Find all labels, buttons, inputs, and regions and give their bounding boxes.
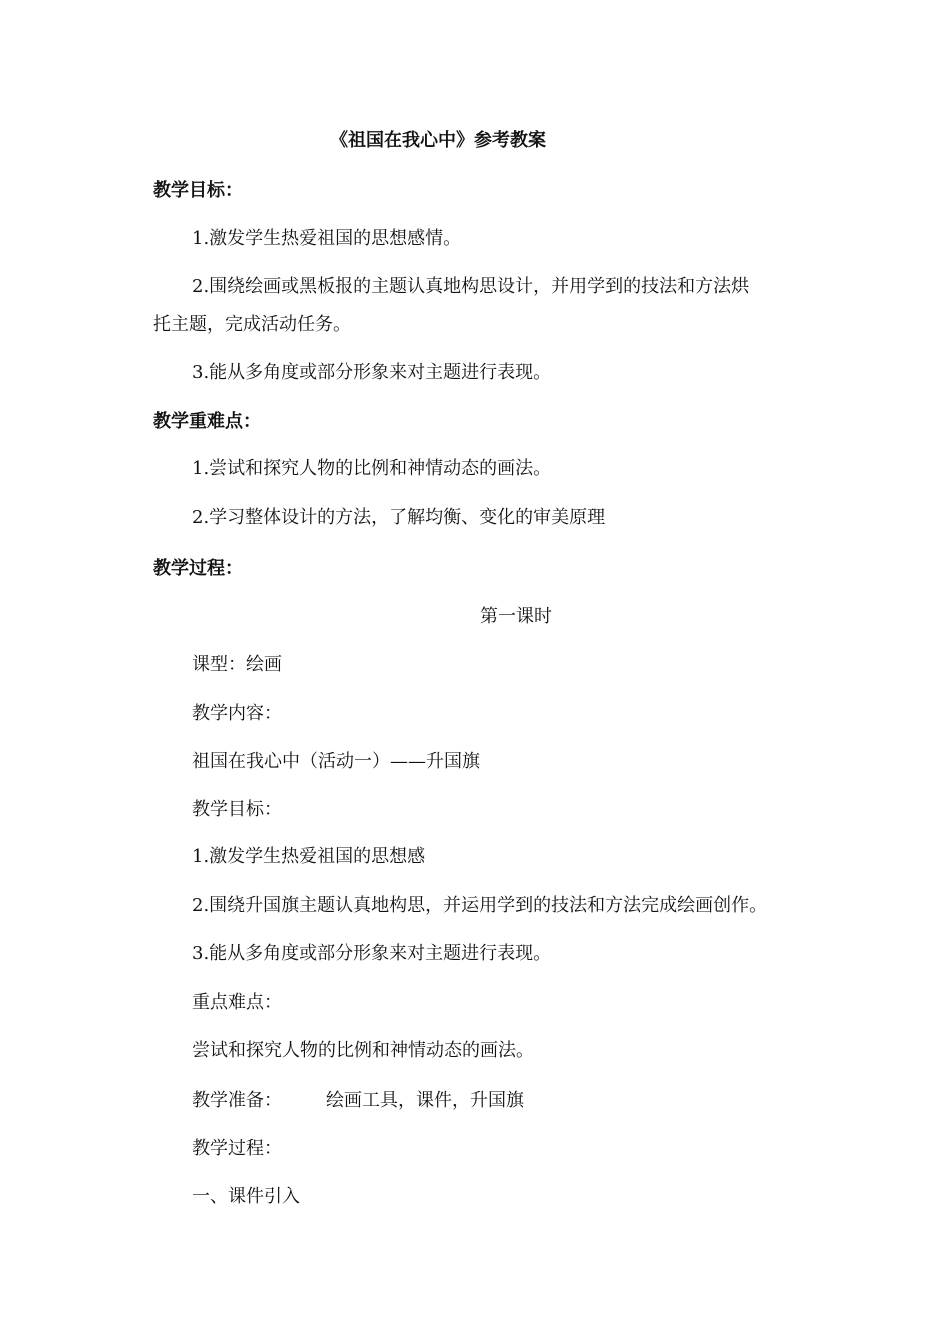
lesson-objectives-label: 教学目标： — [192, 799, 282, 820]
lesson-prep-value: 绘画工具，课件，升国旗 — [326, 1090, 524, 1111]
lesson-objective-item: 1.激发学生热爱祖国的思想感 — [192, 846, 426, 867]
keypoint-item: 1.尝试和探究人物的比例和神情动态的画法。 — [192, 458, 552, 479]
lesson-step: 一、课件引入 — [192, 1186, 300, 1207]
lesson-content-label: 教学内容： — [192, 703, 282, 724]
keypoint-item: 2.学习整体设计的方法，了解均衡、变化的审美原理 — [192, 507, 606, 528]
process-heading: 教学过程： — [153, 558, 243, 579]
objective-item: 2.围绕绘画或黑板报的主题认真地构思设计，并用学到的技法和方法烘 — [192, 276, 750, 297]
lesson-objective-item: 3.能从多角度或部分形象来对主题进行表现。 — [192, 943, 552, 964]
lesson-period: 第一课时 — [480, 606, 552, 627]
lesson-process-label: 教学过程： — [192, 1138, 282, 1159]
objective-item-continued: 托主题，完成活动任务。 — [153, 314, 351, 335]
objectives-heading: 教学目标： — [153, 180, 243, 201]
lesson-type: 课型：绘画 — [192, 654, 282, 675]
lesson-objective-item: 2.围绕升国旗主题认真地构思，并运用学到的技法和方法完成绘画创作。 — [192, 895, 768, 916]
lesson-difficulty-label: 重点难点： — [192, 992, 282, 1013]
document-title: 《祖国在我心中》参考教案 — [330, 130, 546, 151]
lesson-difficulty: 尝试和探究人物的比例和神情动态的画法。 — [192, 1040, 534, 1061]
objective-item: 1.激发学生热爱祖国的思想感情。 — [192, 228, 462, 249]
keypoints-heading: 教学重难点： — [153, 411, 261, 432]
lesson-content: 祖国在我心中（活动一）——升国旗 — [192, 751, 480, 772]
lesson-prep-label: 教学准备： — [192, 1090, 282, 1111]
objective-item: 3.能从多角度或部分形象来对主题进行表现。 — [192, 362, 552, 383]
